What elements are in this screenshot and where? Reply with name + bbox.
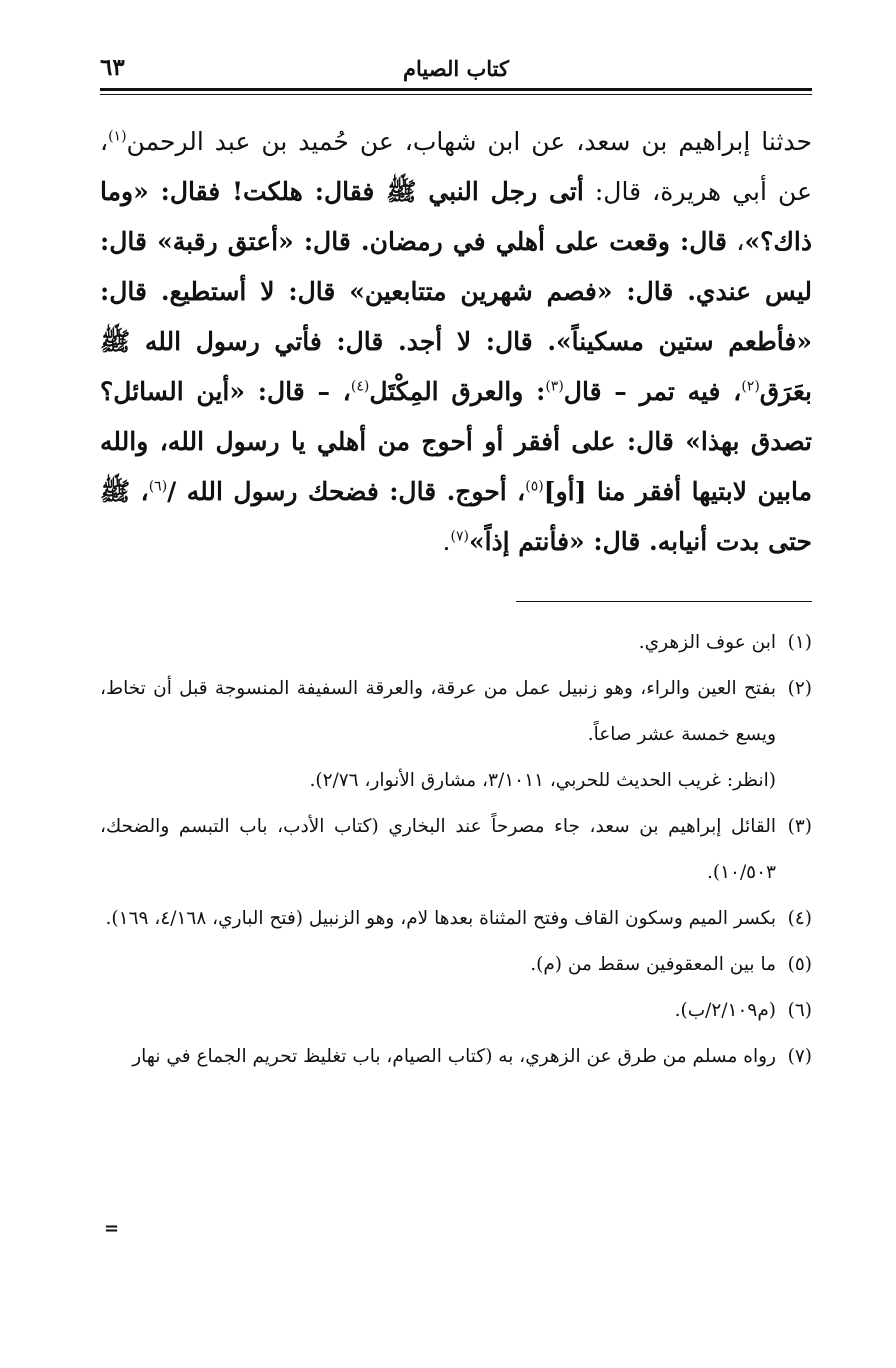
footnote-ref-2[interactable]: (٢): [741, 378, 760, 395]
footnote-text: بكسر الميم وسكون القاف وفتح المثناة بعدها لام، وهو الزنبيل (فتح الباري، ٤/١٦٨، ١٦٩).: [105, 908, 776, 929]
footnote-1: [100, 620, 812, 666]
header-rule: [100, 94, 812, 95]
footnote-text: (م٢/١٠٩/ب).: [674, 1000, 776, 1021]
footnote-text: القائل إبراهيم بن سعد، جاء مصرحاً عند البخاري (كتاب الأدب، باب التبسم والضحك، ١٠/٥٠٣).: [100, 816, 776, 883]
footnote-2: [100, 666, 812, 758]
footnote-text: (انظر: غريب الحديث للحربي، ٣/١٠١١، مشارق الأنوار، ٢/٧٦).: [309, 770, 776, 791]
footnote-separator: [516, 601, 812, 602]
footnote-number: (٥): [787, 954, 812, 975]
footnote-4: [100, 896, 812, 942]
footnote-2-reference: [100, 758, 812, 804]
book-page: [100, 52, 812, 1080]
footnote-text: بفتح العين والراء، وهو زنبيل عمل من عرقة، والعرقة السفيفة المنسوجة قبل أن تخاط، ويسع خمسة عشر صاعاً.: [100, 678, 776, 745]
footnote-7: [100, 1034, 812, 1080]
footnote-ref-7[interactable]: (٧): [450, 528, 469, 545]
running-header: [100, 52, 812, 91]
footnote-number: (٣): [787, 816, 812, 837]
continuation-mark: =: [104, 1218, 120, 1239]
hadith-paragraph: حدثنا إبراهيم بن سعد، عن ابن شهاب، عن حُميد بن عبد الرحمن$^{(١)}$، عن أبي هريرة، قال: أتى رجل النبي ﷺ فقال: هلكت! فقال: «وما ذاك؟»، قال: وقعت على أهلي في رمضان. قال: «أعتق رقبة» قال: ليس عندي. قال: «فصم شهرين متتابعين» قال: لا أستطيع. قال: «فأطعم ستين مسكيناً». قال: لا أجد. قال: فأتي رسول الله ﷺ بعَرَق$^{(٢)}$، فيه تمر – قال$^{(٣)}$: والعرق المِكْتَل$^{(٤)}$، – قال: «أين السائل؟ تصدق بهذا» قال: على أفقر أو أحوج من أهلي يا رسول الله، والله مابين لابتيها أفقر منا [أو]$^{(٥)}$، أحوج. قال: فضحك رسول الله /$^{(٦)}$، ﷺ حتى بدت أنيابه. قال: «فأنتم إذاً»$^{(٧)}$.: [100, 127, 813, 556]
footnote-ref-4[interactable]: (٤): [350, 378, 370, 395]
footnote-separator-wrap: [100, 567, 812, 602]
footnote-number: (٤): [787, 908, 812, 929]
footnotes: [100, 620, 812, 1080]
main-text: [100, 117, 812, 567]
footnote-ref-5[interactable]: (٥): [525, 478, 544, 495]
footnote-ref-1[interactable]: (١): [108, 128, 127, 145]
footnote-text: ابن عوف الزهري.: [638, 632, 776, 653]
chapter-title: كتاب الصيام: [403, 56, 509, 81]
footnote-number: (١): [787, 632, 812, 653]
footnote-number: (٦): [787, 1000, 812, 1021]
page-number: ٦٣: [100, 54, 125, 81]
footnote-ref-6[interactable]: (٦): [148, 478, 168, 495]
footnote-text: رواه مسلم من طرق عن الزهري، به (كتاب الصيام، باب تغليظ تحريم الجماع في نهار: [132, 1046, 776, 1067]
footnote-number: (٧): [787, 1046, 812, 1067]
footnote-ref-3[interactable]: (٣): [545, 378, 564, 395]
footnote-text: ما بين المعقوفين سقط من (م).: [530, 954, 776, 975]
footnote-5: [100, 942, 812, 988]
footnote-6: [100, 988, 812, 1034]
footnote-3: [100, 804, 812, 896]
footnote-number: (٢): [787, 678, 812, 699]
